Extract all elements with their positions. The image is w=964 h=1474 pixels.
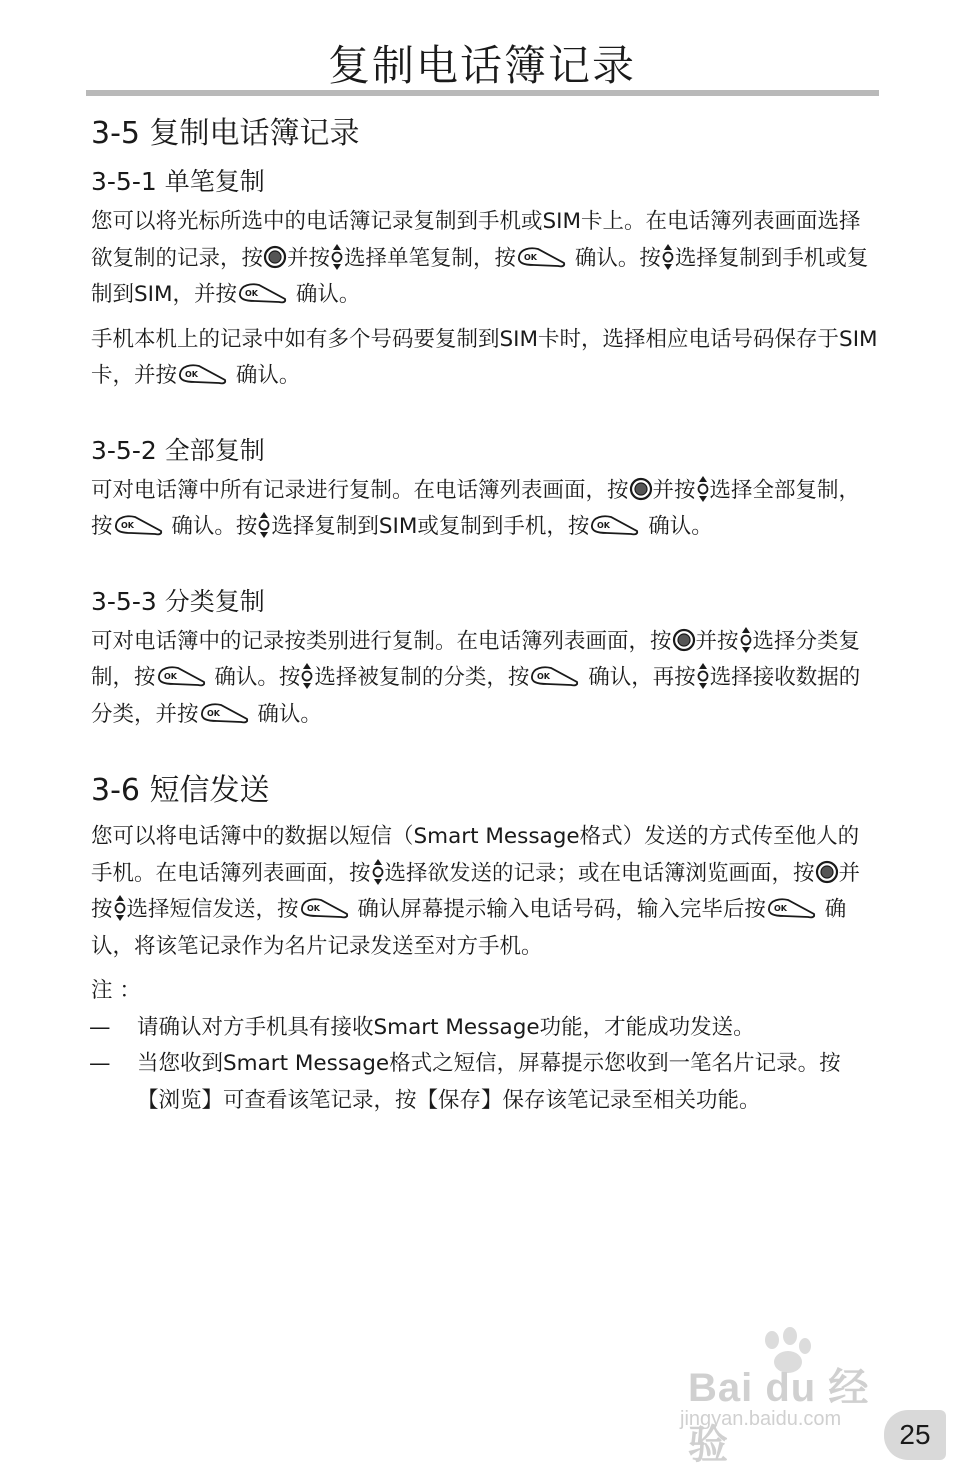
section-3-5-heading: 3-5 复制电话簿记录	[91, 116, 360, 151]
svg-text:OK: OK	[597, 521, 611, 530]
note-item-2	[91, 1046, 879, 1119]
note-text: 请确认对方手机具有接收Smart Message功能，才能成功发送。	[137, 1014, 755, 1040]
page-number: 25	[884, 1410, 946, 1460]
svg-text:OK: OK	[206, 708, 220, 718]
section-3-6-paragraph: 您可以将电话簿中的数据以短信（Smart Message格式）发送的方式传至他人的手机。在电话簿列表画面，按 选择欲发送的记录；或在电话簿浏览画面，按 并按 选择短信发送，按 OK 确认屏幕提示输入电话号码，输入完毕后按 OK 确认，将该笔记录作为名片记录发送至对方手机。	[91, 824, 861, 959]
note-label: 注 ：	[91, 978, 141, 1003]
svg-text:OK: OK	[120, 521, 134, 530]
ok-softkey-icon	[177, 362, 229, 386]
section-3-5-1-heading: 3-5-1 单笔复制	[91, 167, 265, 196]
nav-updown-icon	[696, 475, 710, 503]
note-item-1	[91, 1010, 879, 1047]
svg-text:OK: OK	[306, 904, 320, 913]
ok-softkey-icon	[237, 281, 289, 305]
watermark-url: jingyan.baidu.com	[680, 1408, 842, 1430]
nav-updown-icon	[661, 243, 675, 271]
note-dash: —	[89, 1051, 111, 1076]
center-key-icon	[263, 245, 287, 269]
section-3-5-1-paragraph-2: 手机本机上的记录中如有多个号码要复制到SIM卡时，选择相应电话号码保存于SIM卡，并按 OK 确认。	[91, 326, 878, 388]
page-title: 复制电话簿记录	[327, 41, 636, 90]
ok-softkey-icon	[766, 896, 818, 920]
ok-softkey-icon	[156, 664, 208, 688]
nav-updown-icon	[739, 626, 753, 654]
svg-text:OK: OK	[245, 289, 259, 298]
ok-softkey-icon	[113, 513, 165, 537]
section-3-5-2-paragraph: 可对电话簿中所有记录进行复制。在电话簿列表画面，按 并按 选择全部复制，按 OK 确认。按 选择复制到SIM或复制到手机，按 OK 确认。	[91, 473, 879, 546]
svg-text:OK: OK	[773, 904, 787, 913]
svg-text:OK: OK	[163, 672, 177, 681]
baidu-jingyan-watermark	[680, 1326, 910, 1467]
section-3-5-1-paragraph-1: 您可以将光标所选中的电话簿记录复制到手机或SIM卡上。在电话簿列表画面选择欲复制的记录，按 并按 选择单笔复制，按 OK 确认。按 选择复制到手机或复制到SIM，并按 OK 确认。	[91, 209, 869, 307]
nav-updown-icon	[371, 858, 385, 886]
title-rule	[86, 90, 879, 96]
section-3-5-2-heading: 3-5-2 全部复制	[91, 435, 265, 465]
nav-updown-icon	[330, 243, 344, 271]
ok-softkey-icon	[516, 245, 568, 269]
section-3-5-3-paragraph: 可对电话簿中的记录按类别进行复制。在电话簿列表画面，按 并按 选择分类复制，按 OK 确认。按 选择被复制的分类，按 OK 确认，再按 选择接收数据的分类，并按 OK 确认。	[91, 624, 879, 734]
ok-softkey-icon	[299, 896, 351, 920]
nav-updown-icon	[300, 662, 314, 690]
center-key-icon	[815, 860, 839, 884]
note-text: 当您收到Smart Message格式之短信，屏幕提示您收到一笔名片记录。按【浏览】可查看该笔记录，按【保存】保存该笔记录至相关功能。	[137, 1051, 841, 1113]
watermark-logo: Bai du 经验	[688, 1366, 870, 1467]
ok-softkey-icon	[589, 513, 641, 537]
svg-text:OK: OK	[537, 672, 551, 681]
svg-text:OK: OK	[185, 370, 199, 379]
note-dash: —	[89, 1014, 111, 1040]
center-key-icon	[672, 628, 696, 652]
center-key-icon	[629, 477, 653, 501]
section-3-5-3-heading: 3-5-3 分类复制	[91, 586, 265, 616]
section-3-6-heading: 3-6 短信发送	[91, 773, 270, 808]
ok-softkey-icon	[529, 664, 581, 688]
nav-updown-icon	[257, 511, 271, 539]
svg-text:OK: OK	[524, 252, 538, 262]
nav-updown-icon	[696, 662, 710, 690]
content	[91, 112, 879, 1119]
nav-updown-icon	[113, 894, 127, 922]
ok-softkey-icon	[199, 701, 251, 725]
